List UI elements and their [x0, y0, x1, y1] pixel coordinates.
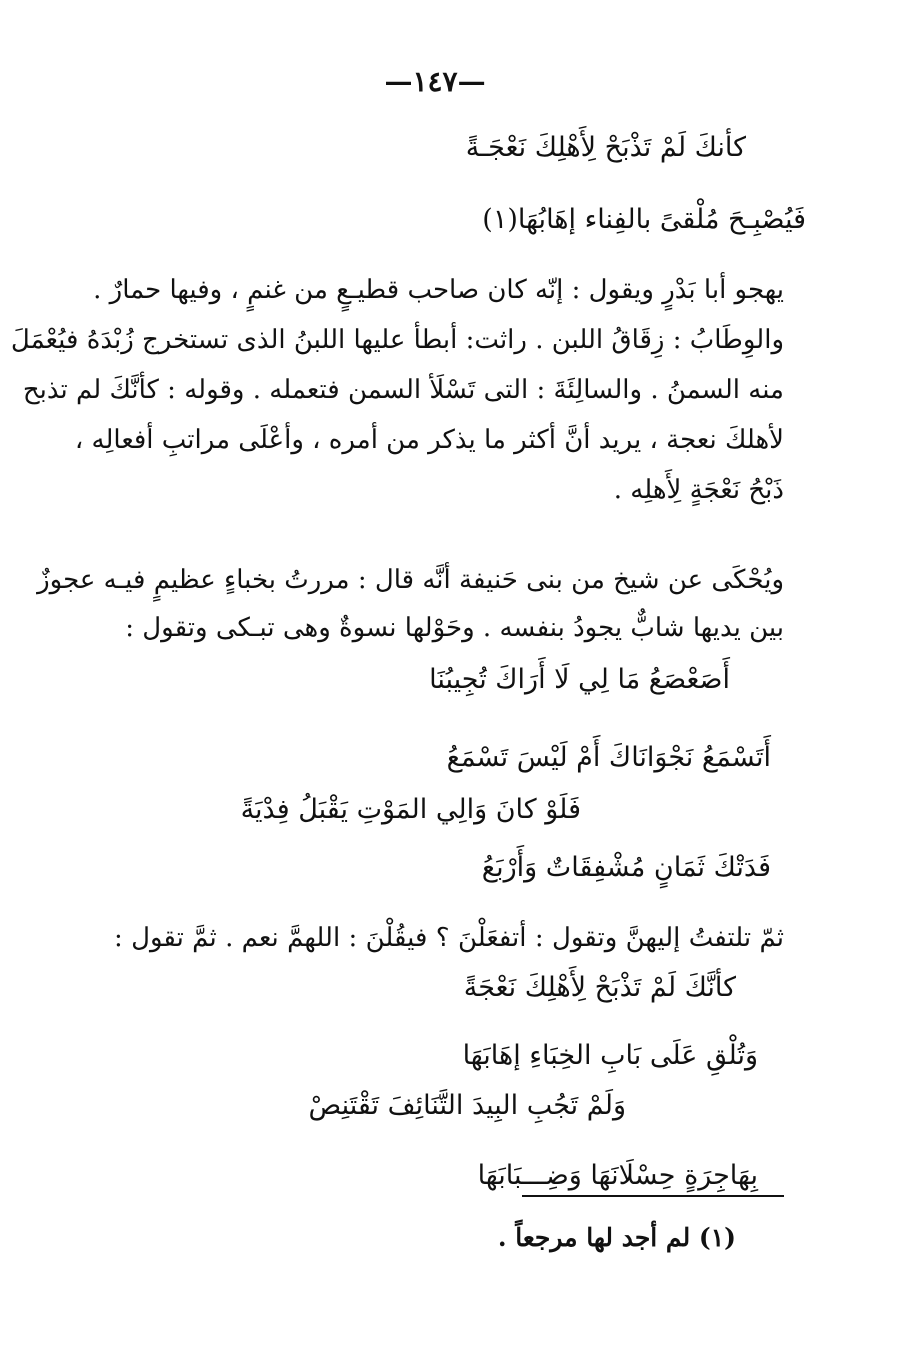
- commentary-1-line-3: منه السمنُ . والسالِئَةَ : التى تَسْلَأ السمن فتعمله . وقوله : كأنَّكَ لم تذبح: [22, 375, 784, 405]
- footnote: (١) لم أجد لها مرجعاً .: [497, 1223, 736, 1252]
- verse-2-line-2: أَتَسْمَعُ نَجْوَانَاكَ أَمْ لَيْسَ تَسْمَعُ: [446, 742, 771, 773]
- verse-3-line-1: كأنَّكَ لَمْ تَذْبَحْ لِأَهْلِكَ نَعْجَةً: [463, 972, 736, 1003]
- verse-2-line-3: فَلَوْ كانَ وَالِي المَوْتِ يَقْبَلُ فِدْيَةً: [240, 794, 581, 825]
- footnote-divider: [522, 1195, 784, 1197]
- verse-3-line-3: وَلَمْ تَجُبِ البِيدَ التَّنَائِفَ تَقْتَنِصْ: [308, 1090, 626, 1121]
- commentary-1-line-2: والوِطَابُ : زِقَاقُ اللبن . راثت: أبطأ عليها اللبنُ الذى تستخرج زُبْدَهُ فيُعْمَلَ: [10, 325, 784, 355]
- commentary-1-line-5: ذَبْحُ نَعْجَةٍ لِأَهلِه .: [613, 475, 784, 505]
- page-number: —١٤٧—: [384, 65, 486, 98]
- verse-2-line-4: فَدَتْكَ ثَمَانٍ مُشْفِقَاتٌ وَأَرْبَعُ: [481, 852, 771, 883]
- verse-3-line-4: بِهَاجِرَةٍ حِسْلَانَهَا وَضِـــبَابَهَا: [477, 1160, 758, 1191]
- commentary-2-line-2: بين يديها شابٌّ يجودُ بنفسه . وحَوْلها نسوةٌ وهى تبـكى وتقول :: [125, 613, 784, 643]
- verse-3-line-2: وَتُلْقِ عَلَى بَابِ الخِبَاءِ إهَابَهَا: [462, 1040, 758, 1071]
- commentary-1-line-1: يهجو أبا بَدْرٍ ويقول : إنّه كان صاحب قطيـعٍ من غنمٍ ، وفيها حمارٌ .: [93, 275, 784, 305]
- commentary-2-line-1: ويُحْكَى عن شيخ من بنى حَنيفة أنَّه قال : مررتُ بخباءٍ عظيمٍ فيـه عجوزٌ: [37, 565, 784, 595]
- commentary-1-line-4: لأهلكَ نعجة ، يريد أنَّ أكثر ما يذكر من أمره ، وأعْلَى مراتبِ أفعالِه ،: [74, 425, 784, 455]
- verse-1-line-1: كأنكَ لَمْ تَذْبَحْ لِأَهْلِكَ نَعْجَـةً: [465, 132, 746, 163]
- verse-1-line-2: فَيُصْبِـحَ مُلْقىً بالفِناء إهَابُهَا(١): [482, 204, 806, 235]
- commentary-3-line-1: ثمّ تلتفتُ إليهنَّ وتقول : أتفعَلْنَ ؟ فيقُلْنَ : اللهمَّ نعم . ثمَّ تقول :: [114, 923, 784, 953]
- verse-2-line-1: أَصَعْصَعُ مَا لِي لَا أَرَاكَ تُجِيبُنَا: [429, 664, 730, 695]
